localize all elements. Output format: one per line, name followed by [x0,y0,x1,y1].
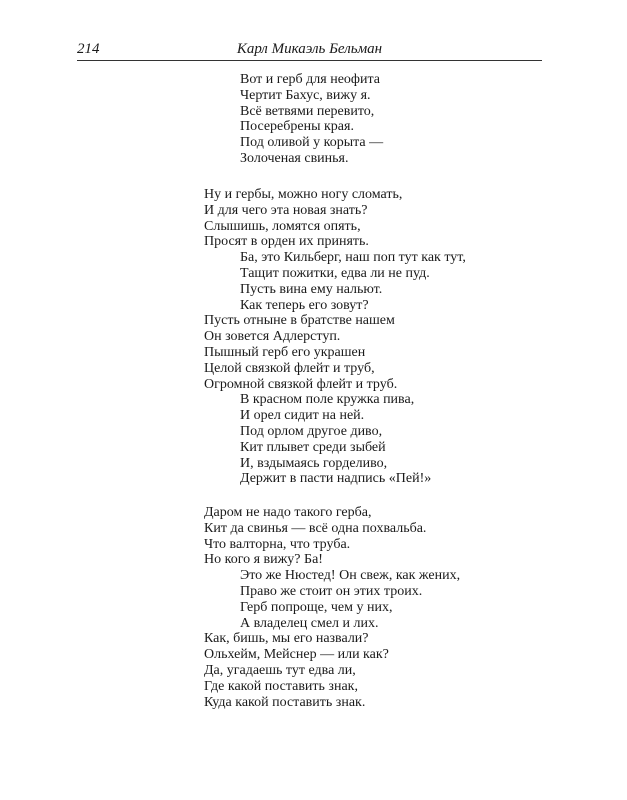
poem-line: Тащит пожитки, едва ли не пуд. [240,266,430,281]
poem-line: Вот и герб для неофита [240,72,380,87]
poem-line: Как, бишь, мы его назвали? [204,631,369,647]
poem-line: Посеребрены края. [240,119,354,135]
poem-line: Ба, это Кильберг, наш поп тут как тут, [240,250,466,266]
poem-line: Кит плывет среди зыбей [240,439,386,455]
poem-line: Пусть отныне в братстве нашем [204,313,395,329]
poem-line: Ну и гербы, можно ногу сломать, [204,187,403,202]
poem-line: Огромной связкой флейт и труб. [204,376,398,392]
poem-line: Слышишь, ломятся опять, [204,218,361,234]
poem-line: И для чего эта новая знать? [204,202,368,218]
poem-line: Под оливой у корыта — [240,135,384,151]
poem-line: Куда какой поставить знак. [204,694,366,710]
poem-line: Он зовется Адлерступ. [204,329,341,345]
running-title: Карл Микаэль Бельман [236,41,383,57]
page-number: 214 [77,41,100,57]
poem-line: Просят в орден их принять. [204,234,369,250]
poem-line: Всё ветвями перевито, [240,103,375,119]
poem-line: А владелец смел и лих. [240,615,379,631]
poem-line: Это же Нюстед! Он свеж, как жених, [240,568,461,584]
poem-line: Кит да свинья — всё одна похвальба. [204,520,427,536]
poem-line: Чертит Бахус, вижу я. [240,87,371,103]
poem-line: И, вздымаясь горделиво, [240,455,388,471]
poem-line: Где какой поставить знак, [204,678,358,694]
poem-line: Даром не надо такого герба, [204,505,372,520]
header-rule [77,60,542,61]
page-header [77,41,542,61]
poem-line: Да, угадаешь тут едва ли, [204,663,356,678]
poem-line: Целой связкой флейт и труб, [204,360,375,376]
poem-line: Право же стоит он этих троих. [240,584,423,599]
poem-line: Что валторна, что труба. [204,536,351,552]
poem-line: Ольхейм, Мейснер — или как? [204,647,389,663]
poem-line: Золоченая свинья. [240,151,349,166]
poem-line: Как теперь его зовут? [240,297,369,313]
poem-line: Держит в пасти надпись «Пей!» [240,471,432,487]
poem-line: И орел сидит на ней. [240,408,365,424]
poem-line: Герб попроще, чем у них, [240,599,393,615]
poem-line: Пусть вина ему нальют. [240,281,383,297]
poem-line: Но кого я вижу? Ба! [204,552,323,568]
poem-line: Под орлом другое диво, [240,424,383,439]
poem-line: В красном поле кружка пива, [240,392,415,408]
poem-line: Пышный герб его украшен [204,345,366,360]
